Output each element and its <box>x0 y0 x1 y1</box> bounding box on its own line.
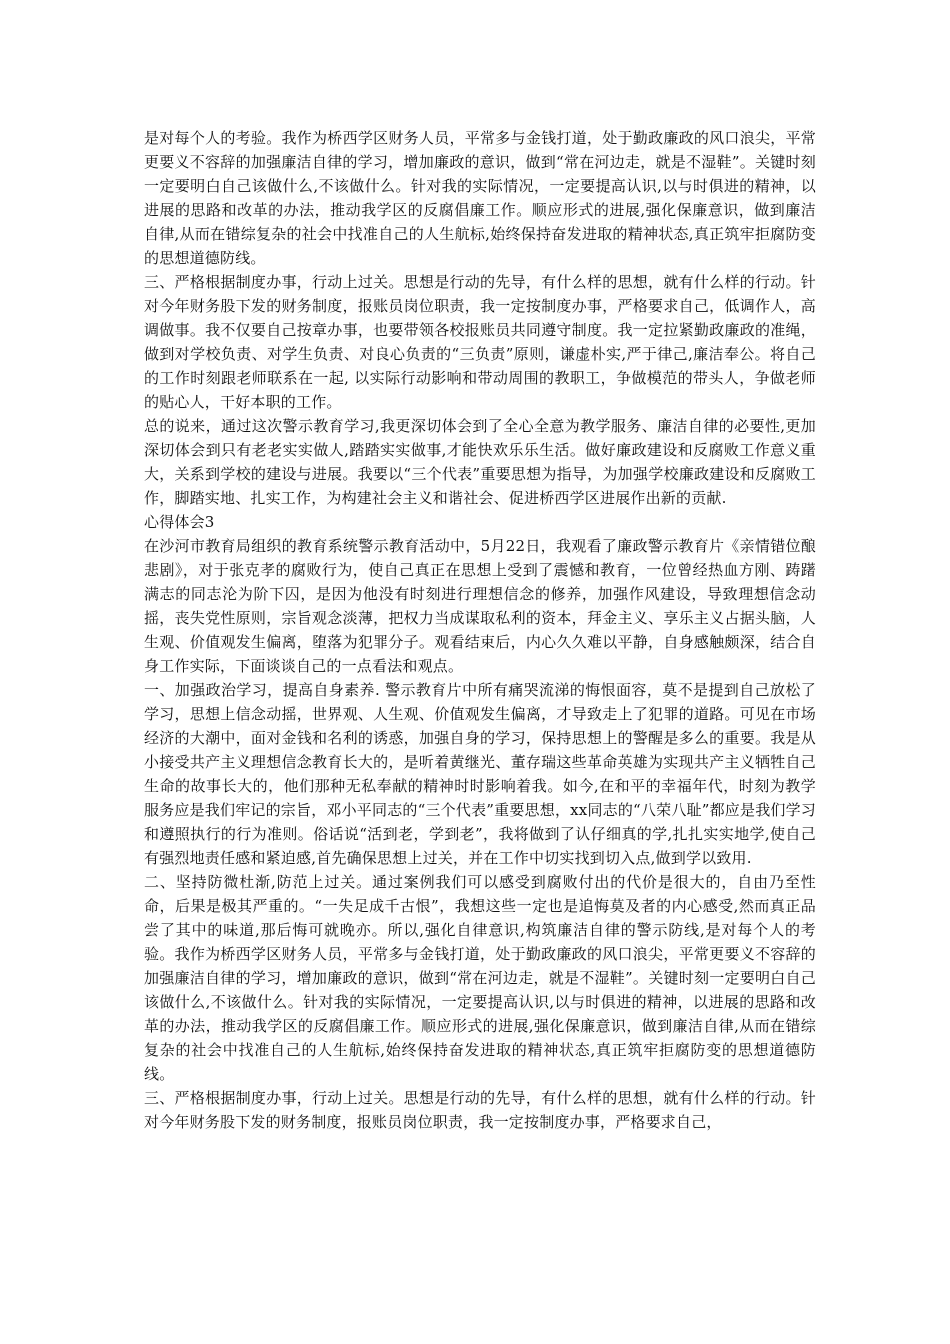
paragraph-6: 二、坚持防微杜渐,防范上过关。通过案例我们可以感受到腐败付出的代价是很大的，自由乃至性命，后果是极其严重的。“一失足成千古恨”，我想这些一定也是追悔莫及者的内心感受,然而真正品尝了其中的味道,那后悔可就晚亦。所以,强化自律意识,构筑廉洁自律的警示防线,是对每个人的考验。我作为桥西学区财务人员，平常多与金钱打道，处于勤政廉政的风口浪尖，平常更要义不容辞的加强廉洁自律的学习，增加廉政的意识，做到“常在河边走，就是不湿鞋”。关键时刻一定要明白自己该做什么,不该做什么。针对我的实际情况，一定要提高认识,以与时俱进的精神，以进展的思路和改革的办法，推动我学区的反腐倡廉工作。顺应形式的进展,强化保廉意识，做到廉洁自律,从而在错综复杂的社会中找准自己的人生航标,始终保持奋发进取的精神状态,真正筑牢拒腐防变的思想道德防线。 <box>144 873 816 1083</box>
document-body <box>144 126 816 1134</box>
paragraph-3: 总的说来，通过这次警示教育学习,我更深切体会到了全心全意为教学服务、廉洁自律的必要性,更加深切体会到只有老老实实做人,踏踏实实做事,才能快欢乐乐生活。做好廉政建设和反腐败工作意义重大，关系到学校的建设与进展。我要以“三个代表”重要思想为指导，为加强学校廉政建设和反腐败工作，脚踏实地、扎实工作，为构建社会主义和谐社会、促进桥西学区进展作出新的贡献. <box>144 417 816 507</box>
paragraph-1: 是对每个人的考验。我作为桥西学区财务人员，平常多与金钱打道，处于勤政廉政的风口浪尖，平常更要义不容辞的加强廉洁自律的学习，增加廉政的意识，做到“常在河边走，就是不湿鞋”。关键时刻一定要明白自己该做什么,不该做什么。针对我的实际情况，一定要提高认识,以与时俱进的精神，以进展的思路和改革的办法，推动我学区的反腐倡廉工作。顺应形式的进展,强化保廉意识，做到廉洁自律,从而在错综复杂的社会中找准自己的人生航标,始终保持奋发进取的精神状态,真正筑牢拒腐防变的思想道德防线。 <box>144 129 816 267</box>
paragraph-4: 在沙河市教育局组织的教育系统警示教育活动中，5月22日，我观看了廉政警示教育片《亲情错位酿悲剧》，对于张克孝的腐败行为，使自己真正在思想上受到了震憾和教育，一位曾经热血方刚、踌躇满志的同志沦为阶下囚，是因为他没有时刻进行理想信念的修养，加强作风建设，导致理想信念动摇，丧失党性原则，宗旨观念淡薄，把权力当成谋取私利的资本，拜金主义、享乐主义占据头脑，人生观、价值观发生偏离，堕落为犯罪分子。观看结束后，内心久久难以平静，自身感触颇深，结合自身工作实际，下面谈谈自己的一点看法和观点。 <box>144 537 816 675</box>
paragraph-7: 三、严格根据制度办事，行动上过关。思想是行动的先导，有什么样的思想，就有什么样的行动。针对今年财务股下发的财务制度，报账员岗位职责，我一定按制度办事，严格要求自己， <box>144 1089 816 1131</box>
paragraph-2: 三、严格根据制度办事，行动上过关。思想是行动的先导，有什么样的思想，就有什么样的行动。针对今年财务股下发的财务制度，报账员岗位职责，我一定按制度办事，严格要求自己，低调作人，高调做事。我不仅要自己按章办事，也要带领各校报账员共同遵守制度。我一定拉紧勤政廉政的准绳，做到对学校负责、对学生负责、对良心负责的“三负责”原则，谦虚朴实,严于律己,廉洁奉公。将自己的工作时刻跟老师联系在一起, 以实际行动影响和带动周围的教职工，争做模范的带头人，争做老师的贴心人，干好本职的工作。 <box>144 273 816 411</box>
section-heading: 心得体会3 <box>144 513 215 531</box>
paragraph-5: 一、加强政治学习，提高自身素养. 警示教育片中所有痛哭流涕的悔恨面容，莫不是提到自己放松了学习，思想上信念动摇，世界观、人生观、价值观发生偏离，才导致走上了犯罪的道路。可见在市场经济的大潮中，面对金钱和名利的诱惑，加强自身的学习，保持思想上的警醒是多么的重要。我是从小接受共产主义理想信念教育长大的，是听着黄继光、董存瑞这些革命英雄为实现共产主义牺牲自己生命的故事长大的，他们那种无私奉献的精神时时影响着我。如今,在和平的幸福年代，时刻为教学服务应是我们牢记的宗旨，邓小平同志的“三个代表”重要思想，xx同志的“八荣八耻”都应是我们学习和遵照执行的行为准则。俗话说“活到老，学到老”，我将做到了认仔细真的学,扎扎实实地学,使自己有强烈地责任感和紧迫感,首先确保思想上过关，并在工作中切实找到切入点,做到学以致用. <box>144 681 816 867</box>
